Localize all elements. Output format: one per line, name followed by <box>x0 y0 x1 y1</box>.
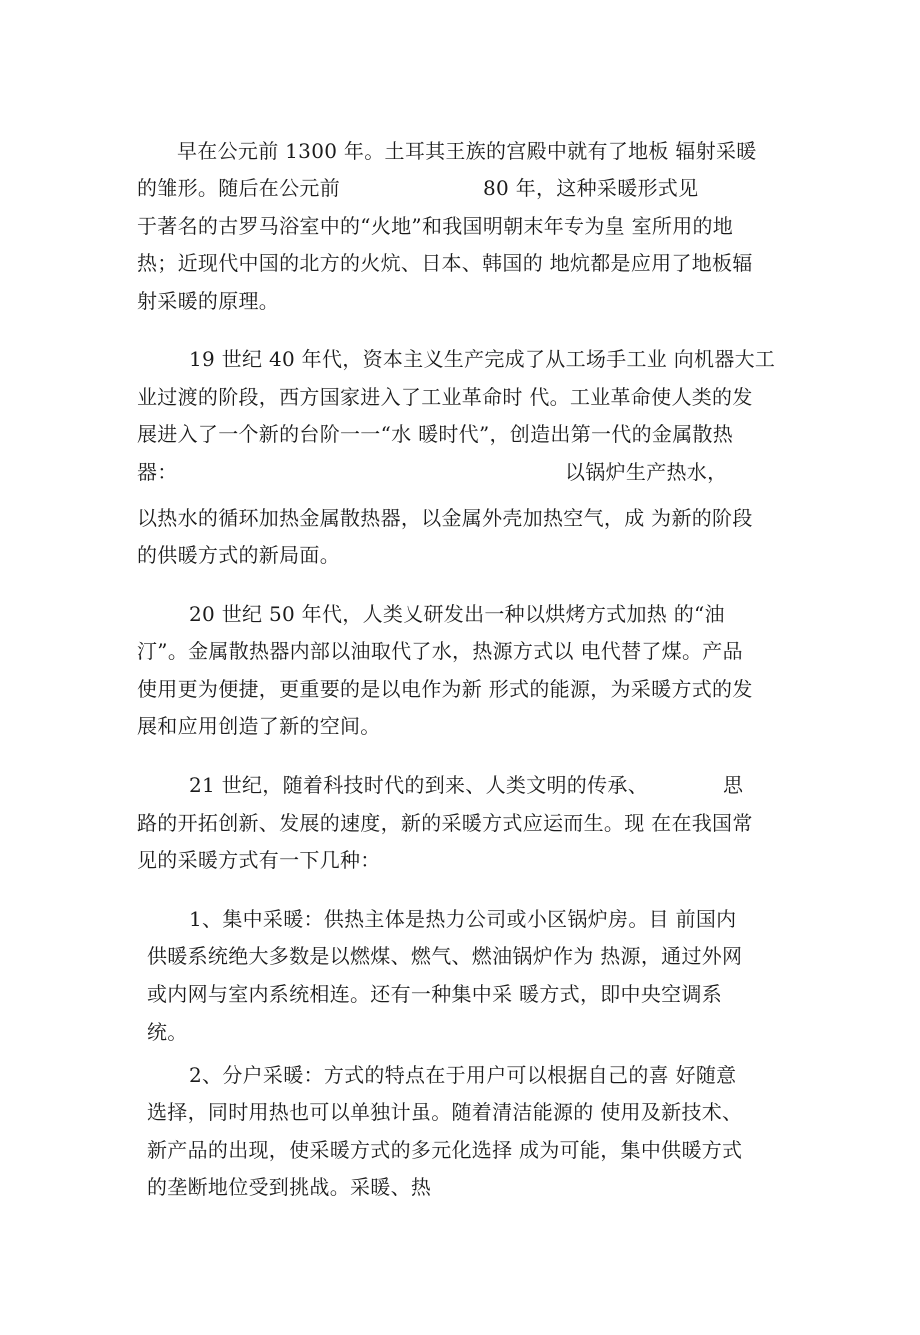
text-line: 新产品的出现，使采暖方式的多元化选择 成为可能，集中供暖方式 <box>147 1138 743 1162</box>
text-line: 早在公元前 1300 年。土耳其王族的宫殿中就有了地板 辐射采暖 <box>177 139 757 163</box>
text-line: 使用更为便捷，更重要的是以电作为新 形式的能源，为采暖方式的发 <box>137 677 753 701</box>
text-line: 21 世纪，随着科技时代的到来、人类文明的传承、 <box>189 773 649 797</box>
text-line: 统。 <box>147 1020 188 1044</box>
text-line: 业过渡的阶段，西方国家进入了工业革命时 代。工业革命使人类的发 <box>137 385 753 409</box>
text-line: 射采暖的原理。 <box>137 289 280 313</box>
text-line: 见的采暖方式有一下几种： <box>137 848 381 872</box>
text-line: 的雏形。随后在公元前 <box>137 176 340 200</box>
text-line: 的供暖方式的新局面。 <box>137 543 340 567</box>
text-line: 汀”。金属散热器内部以油取代了水，热源方式以 电代替了煤。产品 <box>137 639 743 663</box>
text-line: 19 世纪 40 年代，资本主义生产完成了从工场手工业 向机器大工 <box>189 347 776 371</box>
text-line: 以锅炉生产热水， <box>565 460 728 484</box>
text-line: 于著名的古罗马浴室中的“火地”和我国明朝末年专为皇 室所用的地 <box>137 214 734 238</box>
text-line: 展和应用创造了新的空间。 <box>137 714 381 738</box>
text-line: 选择，同时用热也可以单独计虽。随着清洁能源的 使用及新技术、 <box>147 1100 743 1124</box>
text-line: 或内网与室内系统相连。还有一种集中采 暖方式，即中央空调系 <box>147 982 723 1006</box>
text-line: 以热水的循环加热金属散热器，以金属外壳加热空气，成 为新的阶段 <box>137 506 753 530</box>
text-line: 20 世纪 50 年代，人类乂研发出一种以烘烤方式加热 的“油 <box>189 602 725 626</box>
text-line: 路的开拓创新、发展的速度，新的采暖方式应运而生。现 在在我国常 <box>137 811 753 835</box>
text-line: 的垄断地位受到挑战。采暖、热 <box>147 1175 432 1199</box>
text-line: 2、分户采暖：方式的特点在于用户可以根据自己的喜 好随意 <box>189 1063 737 1087</box>
text-line: 器： <box>137 460 178 484</box>
text-line: 热；近现代中国的北方的火炕、日本、韩国的 地炕都是应用了地板辐 <box>137 251 753 275</box>
text-line: 1、集中采暖：供热主体是热力公司或小区锅炉房。目 前国内 <box>189 907 737 931</box>
text-line: 供暖系统绝大多数是以燃煤、燃气、燃油锅炉作为 热源，通过外网 <box>147 944 743 968</box>
text-line: 思 <box>723 773 744 797</box>
text-line: 80 年，这种采暖形式见 <box>483 176 699 200</box>
text-line: 展进入了一个新的台阶一一“水 暖时代”，创造出第一代的金属散热 <box>137 422 734 446</box>
